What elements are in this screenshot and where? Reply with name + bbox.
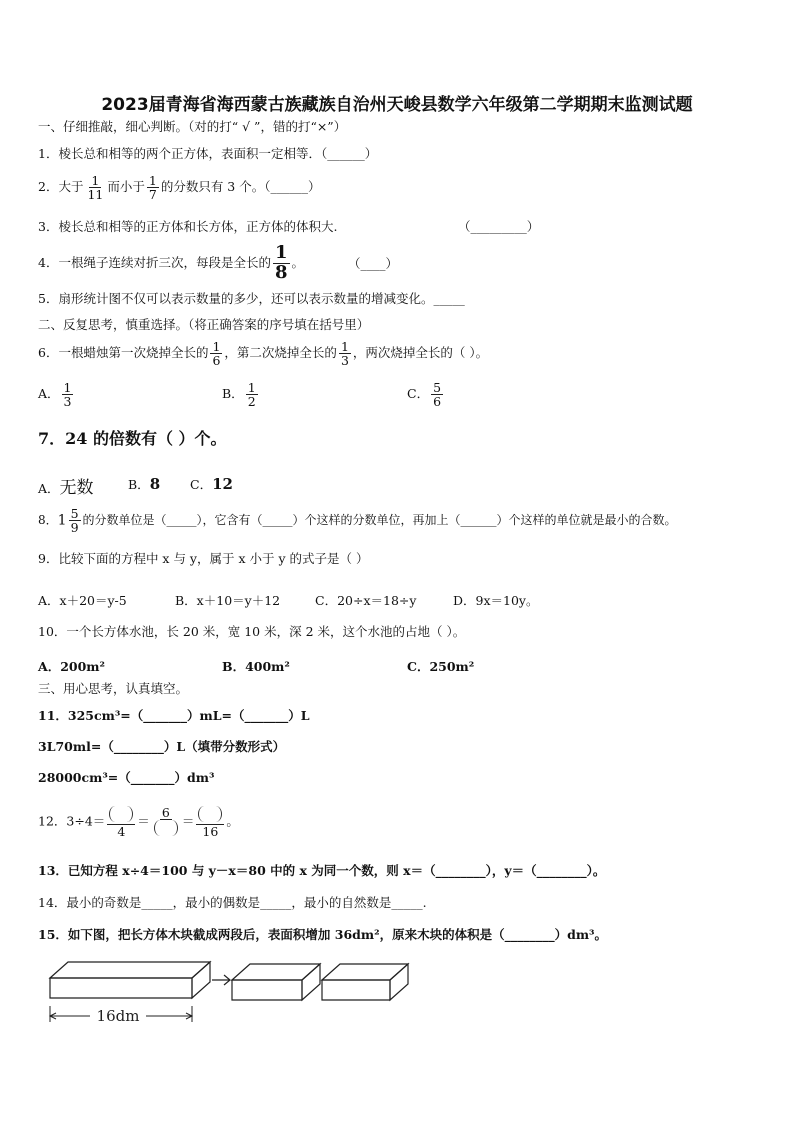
section-1-heading: 一、仔细推敲，细心判断。（对的打“ √ ”，错的打“×”） (38, 119, 347, 134)
question-2 (38, 174, 320, 201)
q7-option-c: C．12 (190, 475, 233, 493)
question-11c: 28000cm³=（_______）dm³ (38, 770, 215, 785)
q10-option-a: A．200m² (38, 659, 105, 674)
question-12 (38, 806, 239, 838)
q2-fraction-2: $\frac{1}{7}$ (148, 173, 157, 203)
q10-option-b: B．400m² (222, 659, 290, 674)
q8-fraction: $\frac{5}{9}$ (70, 506, 79, 536)
original-cuboid (50, 962, 210, 998)
question-15: 15．如下图，把长方体木块截成两段后，表面积增加 36dm²，原来木块的体积是（________）dm³。 (38, 927, 608, 942)
q9-option-a: A．x＋20＝y-5 (38, 593, 127, 608)
question-13: 13．已知方程 x÷4＝100 与 y－x＝80 中的 x 为同一个数，则 x＝（________），y＝（________）。 (38, 863, 606, 878)
q4-post: 。 (291, 254, 305, 270)
q9-option-b: B．x＋10＝y＋12 (175, 593, 281, 608)
page-title: 2023届青海省海西蒙古族藏族自治州天峻县数学六年级第二学期期末监测试题 (101, 95, 693, 115)
q12-post: 。 (226, 813, 239, 829)
question-14: 14．最小的奇数是_____，最小的偶数是_____，最小的自然数是_____. (38, 895, 427, 910)
q6-pre: 6．一根蜡烛第一次烧掉全长的 (38, 345, 209, 361)
question-4-blank: （____） (348, 256, 399, 271)
q12-eq-1: ＝ (137, 813, 150, 829)
question-11a: 11．325cm³=（_______）mL=（_______）L (38, 708, 310, 723)
cut-piece-left (232, 964, 320, 1000)
q2-mid: 而小于 (107, 179, 145, 195)
question-1: 1．棱长总和相等的两个正方体，表面积一定相等．（______） (38, 146, 378, 161)
question-9: 9．比较下面的方程中 x 与 y，属于 x 小于 y 的式子是（ ） (38, 551, 369, 566)
question-11b: 3L70ml=（________）L（填带分数形式） (38, 739, 286, 754)
question-6 (38, 340, 488, 367)
question-10: 10．一个长方体水池，长 20 米，宽 10 米，深 2 米，这个水池的占地（ ）。 (38, 624, 466, 639)
cuboid-cutting-figure (40, 950, 420, 1030)
q6-fraction-2: $\frac{1}{3}$ (340, 339, 349, 369)
section-2-heading: 二、反复思考，慎重选择。（将正确答案的序号填在括号里） (38, 317, 370, 332)
q9-option-d: D．9x＝10y。 (453, 593, 539, 608)
q2-pre: 2．大于 (38, 179, 84, 195)
q7-option-b: B．8 (128, 475, 161, 493)
q4-fraction: $\frac{1}{8}$ (274, 242, 288, 283)
q9-option-c: C．20÷x＝18÷y (315, 593, 417, 608)
q12-pre: 12．3÷4＝ (38, 813, 106, 829)
q12-fraction-1: 4 (107, 806, 135, 838)
length-label: 16dm (96, 1007, 140, 1025)
q12-fraction-2: 6 (152, 806, 180, 838)
q2-fraction-1: $\frac{1}{11}$ (87, 173, 104, 203)
q6-mid: ，第二次烧掉全长的 (224, 345, 337, 361)
q7-option-a: A．无数 (38, 478, 94, 498)
q8-pre: 8． (38, 513, 58, 528)
q6-fraction-1: $\frac{1}{6}$ (212, 339, 221, 369)
question-4 (38, 244, 304, 283)
question-5: 5．扇形统计图不仅可以表示数量的多少，还可以表示数量的增减变化。_____ (38, 291, 465, 306)
q2-post: 的分数只有 3 个。（______） (160, 179, 321, 195)
q8-post: 的分数单位是（_____），它含有（_____）个这样的分数单位，再加上（______）个这样的单位就是最小的合数。 (82, 513, 677, 528)
q12-eq-2: ＝ (181, 813, 195, 829)
question-3: 3．棱长总和相等的正方体和长方体，正方体的体积大. (38, 219, 338, 234)
question-7: 7．24 的倍数有（ ）个。 (38, 429, 227, 448)
q8-whole: 1 (57, 512, 67, 529)
q4-pre: 4．一根绳子连续对折三次，每段是全长的 (38, 254, 271, 270)
q6-post: ，两次烧掉全长的（ ）。 (352, 345, 489, 361)
cut-piece-right (322, 964, 408, 1000)
q6-option-c: C． $\frac{5}{6}$ (407, 380, 442, 410)
q6-option-b: B． $\frac{1}{2}$ (222, 380, 256, 410)
arrow-icon (212, 975, 230, 985)
q6-option-a: A． $\frac{1}{3}$ (38, 380, 72, 410)
q12-fraction-3: 16 (196, 806, 224, 838)
question-3-blank: （_________） (458, 219, 540, 234)
section-3-heading: 三、用心思考，认真填空。 (38, 681, 189, 696)
question-8 (38, 507, 677, 534)
q10-option-c: C．250m² (407, 659, 475, 674)
